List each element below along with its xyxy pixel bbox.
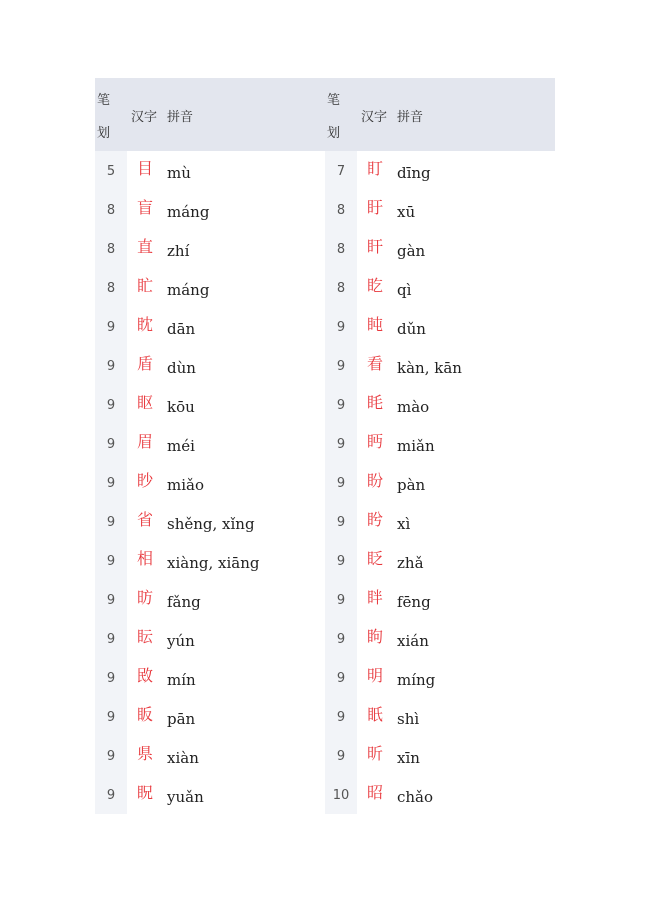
hanzi-char: 眍 <box>137 393 154 412</box>
stroke-count: 8 <box>95 190 127 229</box>
table-row <box>325 541 555 580</box>
pinyin-text: mù <box>167 164 191 182</box>
stroke-count: 9 <box>95 658 127 697</box>
pinyin-text: xiàng, xiāng <box>167 554 260 572</box>
table-row <box>325 307 555 346</box>
table-row <box>95 151 325 190</box>
table-row <box>325 736 555 775</box>
hanzi-char: 盼 <box>367 471 384 490</box>
table-row <box>325 580 555 619</box>
stroke-count: 9 <box>95 697 127 736</box>
stroke-count: 9 <box>325 541 357 580</box>
hanzi-char: 直 <box>137 237 154 256</box>
table-body-right <box>325 151 555 814</box>
pinyin-text: xiàn <box>167 749 199 767</box>
table-row <box>95 268 325 307</box>
pinyin-text: xīn <box>397 749 420 767</box>
pinyin-text: mào <box>397 398 430 416</box>
table-row <box>95 775 325 814</box>
stroke-count: 9 <box>325 580 357 619</box>
header-pinyin: 拼音 <box>167 110 194 125</box>
pinyin-text: máng <box>167 281 210 299</box>
pinyin-text: zhǎ <box>397 554 424 572</box>
stroke-count: 9 <box>325 385 357 424</box>
pinyin-text: mín <box>167 671 196 689</box>
table-row <box>95 229 325 268</box>
table-row <box>95 307 325 346</box>
stroke-count: 9 <box>325 502 357 541</box>
pinyin-text: míng <box>397 671 436 689</box>
stroke-count: 9 <box>95 385 127 424</box>
hanzi-char: 眂 <box>367 705 384 724</box>
table-row <box>325 658 555 697</box>
table-row <box>95 619 325 658</box>
stroke-count: 7 <box>325 151 357 190</box>
stroke-count: 9 <box>325 463 357 502</box>
stroke-count: 5 <box>95 151 127 190</box>
hanzi-char: 盹 <box>367 315 384 334</box>
table-row <box>95 580 325 619</box>
hanzi-char: 省 <box>137 510 154 529</box>
table-row <box>95 502 325 541</box>
table-row <box>325 151 555 190</box>
hanzi-char: 眫 <box>367 588 384 607</box>
pinyin-text: miǎo <box>167 476 204 494</box>
hanzi-char: 眇 <box>137 471 154 490</box>
stroke-count: 9 <box>325 736 357 775</box>
table-row <box>325 346 555 385</box>
table-row <box>95 697 325 736</box>
table-row <box>95 346 325 385</box>
stroke-count: 8 <box>325 229 357 268</box>
hanzi-char: 盻 <box>367 510 384 529</box>
table-row <box>95 736 325 775</box>
pinyin-text: máng <box>167 203 210 221</box>
stroke-count: 8 <box>325 190 357 229</box>
stroke-count: 9 <box>325 307 357 346</box>
header-hanzi: 汉字 <box>361 110 388 125</box>
hanzi-char: 眉 <box>137 432 154 451</box>
table-row <box>95 190 325 229</box>
pinyin-text: méi <box>167 437 195 455</box>
pinyin-text: xián <box>397 632 429 650</box>
stroke-count: 9 <box>95 424 127 463</box>
header-hanzi: 汉字 <box>131 110 158 125</box>
table-row <box>325 775 555 814</box>
hanzi-char: 盯 <box>367 159 384 178</box>
pinyin-text: dǔn <box>397 320 426 338</box>
hanzi-char: 眨 <box>367 549 384 568</box>
table-body-left <box>95 151 325 814</box>
table-row <box>95 463 325 502</box>
table-row <box>325 697 555 736</box>
header-strokes-bottom: 划 <box>327 126 341 141</box>
stroke-count: 9 <box>95 307 127 346</box>
hanzi-char: 盳 <box>137 276 154 295</box>
pinyin-text: fēng <box>397 593 431 611</box>
pinyin-text: xì <box>397 515 411 533</box>
table-header-right <box>325 78 555 151</box>
hanzi-char: 眄 <box>367 432 384 451</box>
pinyin-text: dīng <box>397 164 431 182</box>
hanzi-char: 県 <box>137 744 154 763</box>
hanzi-char: 昭 <box>367 783 384 802</box>
table-header-left <box>95 78 325 151</box>
pinyin-text: gàn <box>397 242 426 260</box>
hanzi-char: 盾 <box>137 354 154 373</box>
hanzi-char: 敃 <box>137 666 154 685</box>
stroke-count: 8 <box>95 229 127 268</box>
pinyin-text: pàn <box>397 476 426 494</box>
pinyin-text: dān <box>167 320 196 338</box>
hanzi-char: 盲 <box>137 198 154 217</box>
stroke-count: 9 <box>325 346 357 385</box>
header-strokes-top: 笔 <box>327 93 341 108</box>
stroke-count: 9 <box>325 619 357 658</box>
hanzi-char: 相 <box>137 549 154 568</box>
hanzi-char: 盵 <box>367 276 384 295</box>
hanzi-char: 看 <box>367 354 384 373</box>
pinyin-text: zhí <box>167 242 190 260</box>
stroke-count: 9 <box>95 463 127 502</box>
pinyin-text: shěng, xǐng <box>167 515 255 533</box>
hanzi-char: 眃 <box>137 627 154 646</box>
table-right-half <box>325 78 555 814</box>
table-row <box>325 229 555 268</box>
table-row <box>325 619 555 658</box>
hanzi-char: 目 <box>137 159 154 178</box>
pinyin-text: miǎn <box>397 437 435 455</box>
stroke-count: 8 <box>325 268 357 307</box>
table-row <box>325 502 555 541</box>
hanzi-char: 明 <box>367 666 384 685</box>
pinyin-text: xū <box>397 203 416 221</box>
stroke-count: 9 <box>95 775 127 814</box>
table-row <box>95 385 325 424</box>
hanzi-char: 昕 <box>367 744 384 763</box>
stroke-count: 9 <box>95 502 127 541</box>
hanzi-char: 昉 <box>137 588 154 607</box>
pinyin-text: yuǎn <box>167 788 204 806</box>
table-row <box>325 190 555 229</box>
hanzi-char: 眈 <box>137 315 154 334</box>
table-row <box>325 424 555 463</box>
pinyin-text: fǎng <box>167 593 201 611</box>
stroke-count: 9 <box>325 424 357 463</box>
pinyin-text: kōu <box>167 398 195 416</box>
stroke-count: 9 <box>325 658 357 697</box>
stroke-count: 9 <box>95 541 127 580</box>
pinyin-text: kàn, kān <box>397 359 462 377</box>
header-strokes-bottom: 划 <box>97 126 111 141</box>
table-row <box>325 385 555 424</box>
table-left-half <box>95 78 325 814</box>
header-strokes-top: 笔 <box>97 93 111 108</box>
stroke-count: 9 <box>95 580 127 619</box>
stroke-count: 9 <box>95 619 127 658</box>
pinyin-text: chǎo <box>397 788 434 806</box>
hanzi-char: 眗 <box>367 627 384 646</box>
table-row <box>95 658 325 697</box>
stroke-count: 9 <box>95 736 127 775</box>
table-row <box>325 268 555 307</box>
pinyin-text: yún <box>167 632 195 650</box>
stroke-count: 9 <box>325 697 357 736</box>
stroke-count: 8 <box>95 268 127 307</box>
pinyin-text: shì <box>397 710 420 728</box>
hanzi-char: 眅 <box>137 705 154 724</box>
header-pinyin: 拼音 <box>397 110 424 125</box>
pinyin-text: qì <box>397 281 412 299</box>
hanzi-char: 眖 <box>137 783 154 802</box>
table-row <box>95 541 325 580</box>
table-row <box>95 424 325 463</box>
stroke-count: 10 <box>325 775 357 814</box>
table-row <box>325 463 555 502</box>
hanzi-char: 盱 <box>367 198 384 217</box>
hanzi-char: 眊 <box>367 393 384 412</box>
pinyin-text: pān <box>167 710 196 728</box>
pinyin-text: dùn <box>167 359 196 377</box>
hanzi-char: 盰 <box>367 237 384 256</box>
stroke-count: 9 <box>95 346 127 385</box>
